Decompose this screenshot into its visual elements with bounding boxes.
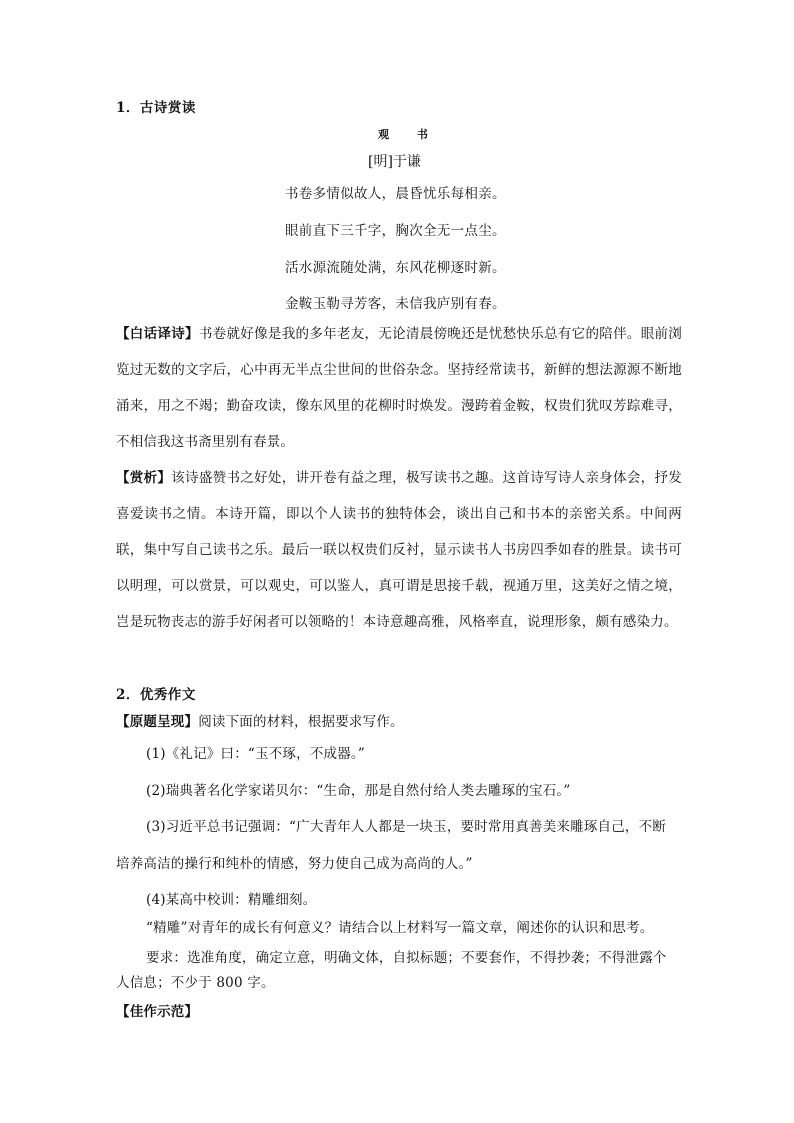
material-item: (3)习近平总书记强调：“广大青年人人都是一块玉，要时常用真善美来雕琢自己，不断 — [146, 819, 667, 835]
poem-line: 活水源流随处满，东风花柳逐时新。 — [285, 260, 506, 276]
writing-requirements: 要求：选准角度，确定立意，明确文体，自拟标题；不要套作，不得抄袭；不得泄露个 — [146, 950, 667, 966]
prompt-line — [116, 710, 404, 730]
translation-label: 【白话译诗】 — [116, 326, 199, 342]
section-heading-poem: 1．古诗赏读 — [116, 100, 196, 116]
appreciation-label: 【赏析】 — [116, 470, 172, 486]
prompt-text: 阅读下面的材料，根据要求写作。 — [198, 714, 404, 730]
writing-question: “精雕”对青年的成长有何意义？请结合以上材料写一篇文章，阐述你的认识和思考。 — [146, 920, 654, 936]
prompt-label: 【原题呈现】 — [116, 714, 199, 730]
translation-text: 书卷就好像是我的多年老友，无论清晨傍晚还是忧愁快乐总有它的陪伴。眼前浏览过无数的文字后，心中再无半点尘世间的世俗杂念。坚持经常读书，新鲜的想法源源不断地涌来，用之不竭；勤奋攻读，像东风里的花柳时时焕发。漫跨着金鞍，权贵们犹叹芳踪难寻，不相信我这书斋里别有春景。 — [116, 326, 683, 450]
poem-line: 金鞍玉勒寻芳客，未信我庐别有春。 — [285, 296, 506, 312]
poem-line: 眼前直下三千字，胸次全无一点尘。 — [285, 223, 506, 239]
appreciation-text: 该诗盛赞书之好处，讲开卷有益之理，极写读书之趣。这首诗写诗人亲身体会，抒发喜爱读书之情。本诗开篇，即以个人读书的独特体会，谈出自己和书本的亲密关系。中间两联，集中写自己读书之乐。最后一联以权贵们反衬，显示读书人书房四季如春的胜景。读书可以明理，可以赏景，可以观史，可以鉴人，真可谓是思接千载，视通万里，这美好之情之境，岂是玩物丧志的游手好闲者可以领略的！本诗意趣高雅，风格率直，说理形象，颇有感染力。 — [116, 470, 682, 630]
example-essay-label: 【佳作示范】 — [116, 1004, 199, 1020]
poem-title: 观 书 — [378, 128, 440, 141]
poem-author: [明]于谦 — [368, 154, 421, 170]
appreciation-paragraph — [116, 460, 682, 640]
material-item: (4)某高中校训：精雕细刻。 — [146, 892, 317, 908]
material-item: (1)《礼记》曰：“玉不琢，不成器。” — [146, 746, 365, 762]
poem-line: 书卷多情似故人，晨昏忧乐每相亲。 — [285, 186, 506, 202]
writing-requirements-continuation: 人信息；不少于 800 字。 — [116, 975, 275, 991]
translation-paragraph — [116, 316, 682, 460]
material-item-continuation: 培养高洁的操行和纯朴的情感，努力使自己成为高尚的人。” — [116, 856, 473, 872]
material-item: (2)瑞典著名化学家诺贝尔：“生命，那是自然付给人类去雕琢的宝石。” — [146, 783, 571, 799]
section-heading-essay: 2．优秀作文 — [116, 687, 196, 703]
